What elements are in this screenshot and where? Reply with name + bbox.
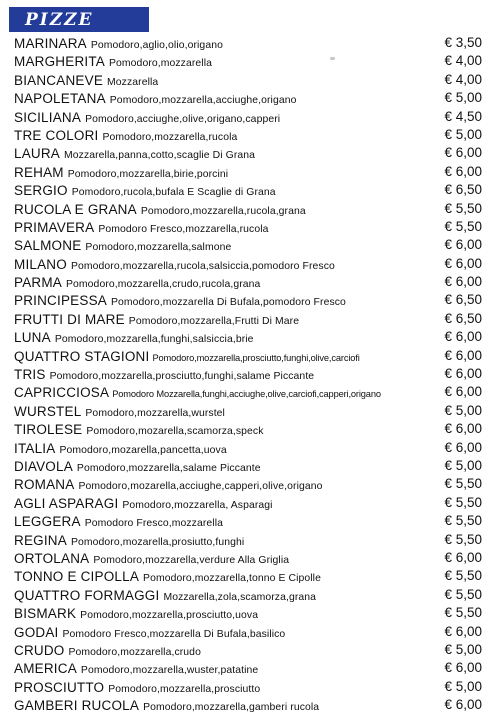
pizza-ingredients: Pomodoro,mozzarella,prosciutto,funghi,salame Piccante <box>49 371 315 383</box>
pizza-price: € 5,50 <box>442 512 482 530</box>
menu-item <box>14 402 486 420</box>
menu-item <box>14 604 486 622</box>
pizza-ingredients: Pomodoro,mozzarella,salame Piccante <box>76 462 261 474</box>
pizza-name: QUATTRO FORMAGGI <box>14 587 160 603</box>
menu-item <box>14 696 486 714</box>
pizza-price: € 6,00 <box>442 383 482 401</box>
menu-item <box>14 310 486 328</box>
pizza-name: TRE COLORI <box>14 127 99 143</box>
pizza-price: € 5,00 <box>442 89 482 107</box>
pizza-price: € 6,00 <box>442 623 482 641</box>
pizza-price: € 6,00 <box>442 255 482 273</box>
pizza-name: PROSCIUTTO <box>14 679 105 695</box>
pizza-name: RUCOLA E GRANA <box>14 201 137 217</box>
menu-item <box>14 236 486 254</box>
menu-item <box>14 512 486 530</box>
pizza-ingredients: Mozzarella <box>107 76 159 88</box>
pizza-name: ORTOLANA <box>14 550 90 566</box>
pizza-ingredients: Pomodoro,mozarella,prosiutto,funghi <box>70 536 245 548</box>
pizza-ingredients: Pomodoro,mozarella,scamorza,speck <box>86 426 264 438</box>
pizza-price: € 6,00 <box>442 696 482 714</box>
pizza-name: CRUDO <box>14 642 65 658</box>
menu-item <box>14 291 486 309</box>
pizza-name: GODAI <box>14 624 59 640</box>
pizza-name: PRINCIPESSA <box>14 293 107 309</box>
pizza-name: PARMA <box>14 275 63 291</box>
pizza-ingredients: Mozzarella,panna,cotto,scaglie Di Grana <box>64 150 256 162</box>
pizza-ingredients: Pomodoro,mozzarella,prosciutto <box>108 683 261 695</box>
pizza-price: € 6,00 <box>442 163 482 181</box>
pizza-name: WURSTEL <box>14 403 82 419</box>
pizza-ingredients: Pomodoro,mozzarella,rucola <box>102 131 238 143</box>
pizza-price: € 4,00 <box>442 71 482 89</box>
pizza-price: € 6,00 <box>442 328 482 346</box>
menu-item <box>14 439 486 457</box>
pizza-ingredients: Pomodoro,mozzarella, Asparagi <box>122 499 273 511</box>
pizza-ingredients: Pomodoro,mozzarella,Frutti Di Mare <box>128 315 300 327</box>
menu-item <box>14 623 486 641</box>
pizza-name: MILANO <box>14 256 67 272</box>
pizza-ingredients: Pomodoro,mozzarella,prosciutto,uova <box>80 610 259 622</box>
pizza-price: € 6,00 <box>442 549 482 567</box>
pizza-price: € 4,50 <box>442 108 482 126</box>
pizza-price: € 6,50 <box>442 291 482 309</box>
pizza-name: SERGIO <box>14 183 68 199</box>
menu-item <box>14 34 486 52</box>
menu-item <box>14 108 486 126</box>
menu-item <box>14 586 486 604</box>
pizza-price: € 6,00 <box>442 439 482 457</box>
menu-item <box>14 659 486 677</box>
pizza-ingredients: Pomodoro,mozzarella,birie,porcini <box>67 168 229 180</box>
pizza-price: € 5,50 <box>442 531 482 549</box>
pizza-price: € 6,00 <box>442 420 482 438</box>
pizza-ingredients: Pomodoro,mozzarella,verdure Alla Griglia <box>93 554 290 566</box>
pizza-ingredients: Pomodoro Mozzarella,funghi,acciughe,olive,carciofi,capperi,origano <box>112 389 381 400</box>
pizza-price: € 6,00 <box>442 347 482 365</box>
pizza-name: LUNA <box>14 330 51 346</box>
pizza-name: TRIS <box>14 367 46 383</box>
section-header <box>9 7 149 32</box>
menu-item <box>14 567 486 585</box>
pizza-price: € 4,00 <box>442 52 482 70</box>
pizza-name: MARGHERITA <box>14 54 106 70</box>
pizza-name: QUATTRO STAGIONI <box>14 348 150 364</box>
menu-item <box>14 328 486 346</box>
pizza-price: € 5,00 <box>442 457 482 475</box>
pizza-price: € 3,50 <box>442 34 482 52</box>
menu-item <box>14 494 486 512</box>
pizza-name: AGLI ASPARAGI <box>14 495 119 511</box>
pizza-menu-list <box>14 34 486 714</box>
pizza-ingredients: Mozzarella,zola,scamorza,grana <box>163 591 317 603</box>
menu-item <box>14 218 486 236</box>
pizza-price: € 5,50 <box>442 218 482 236</box>
pizza-name: SICILIANA <box>14 109 82 125</box>
menu-item <box>14 457 486 475</box>
pizza-price: € 5,50 <box>442 200 482 218</box>
menu-item <box>14 365 486 383</box>
pizza-price: € 5,00 <box>442 641 482 659</box>
pizza-name: CAPRICCIOSA <box>14 385 110 401</box>
pizza-price: € 5,50 <box>442 475 482 493</box>
pizza-ingredients: Pomodoro,mozarella,acciughe,capperi,olive,origano <box>78 481 323 493</box>
menu-item <box>14 531 486 549</box>
pizza-ingredients: Pomodoro,mozzarella,tonno E Cipolle <box>143 573 321 585</box>
menu-item <box>14 273 486 291</box>
pizza-ingredients: Pomodoro,mozzarella <box>109 58 212 70</box>
pizza-ingredients: Pomodoro,mozarella,pancetta,uova <box>59 444 227 456</box>
menu-item <box>14 420 486 438</box>
menu-item <box>14 641 486 659</box>
pizza-ingredients: Pomodoro,mozzarella,rucola,grana <box>140 205 306 217</box>
pizza-ingredients: Pomodoro,mozzarella,funghi,salsiccia,brie <box>54 334 254 346</box>
pizza-price: € 5,50 <box>442 586 482 604</box>
pizza-ingredients: Pomodoro,mozzarella,salmone <box>85 242 232 254</box>
menu-item <box>14 126 486 144</box>
menu-item <box>14 255 486 273</box>
section-title: PIZZE <box>25 10 94 30</box>
pizza-price: € 6,00 <box>442 365 482 383</box>
menu-item <box>14 347 486 365</box>
pizza-ingredients: Pomodoro,mozzarella,gamberi rucola <box>143 702 320 714</box>
pizza-ingredients: Pomodoro,mozzarella,rucola,salsiccia,pomodoro Fresco <box>70 260 335 272</box>
pizza-price: € 6,00 <box>442 144 482 162</box>
pizza-name: ROMANA <box>14 477 75 493</box>
pizza-ingredients: Pomodoro,mozzarella,crudo,rucola,grana <box>66 279 261 291</box>
pizza-name: TIROLESE <box>14 422 83 438</box>
pizza-price: € 6,50 <box>442 181 482 199</box>
pizza-name: GAMBERI RUCOLA <box>14 698 140 714</box>
pizza-price: € 5,00 <box>442 678 482 696</box>
pizza-price: € 6,00 <box>442 236 482 254</box>
menu-item <box>14 144 486 162</box>
pizza-price: € 5,50 <box>442 604 482 622</box>
pizza-name: BISMARK <box>14 606 77 622</box>
pizza-price: € 6,00 <box>442 659 482 677</box>
pizza-name: BIANCANEVE <box>14 72 104 88</box>
pizza-name: DIAVOLA <box>14 458 73 474</box>
menu-item <box>14 678 486 696</box>
pizza-name: LAURA <box>14 146 61 162</box>
pizza-name: FRUTTI DI MARE <box>14 311 125 327</box>
pizza-name: REHAM <box>14 164 64 180</box>
pizza-ingredients: Pomodoro,mozzarella,prosciutto,funghi,olive,carciofi <box>152 352 360 363</box>
pizza-name: LEGGERA <box>14 514 81 530</box>
pizza-ingredients: Pomodoro,rucola,bufala E Scaglie di Grana <box>71 187 276 199</box>
pizza-ingredients: Pomodoro,acciughe,olive,origano,capperi <box>85 113 281 125</box>
pizza-ingredients: Pomodoro,mozzarella,wurstel <box>85 407 225 419</box>
pizza-name: ITALIA <box>14 440 56 456</box>
pizza-ingredients: Pomodoro,mozzarella,acciughe,origano <box>109 95 297 107</box>
pizza-name: TONNO E CIPOLLA <box>14 569 140 585</box>
pizza-name: NAPOLETANA <box>14 91 106 107</box>
menu-item <box>14 71 486 89</box>
pizza-price: € 5,00 <box>442 402 482 420</box>
menu-item <box>14 200 486 218</box>
pizza-name: MARINARA <box>14 36 87 51</box>
pizza-ingredients: Pomodoro Fresco,mozzarella Di Bufala,basilico <box>62 628 286 640</box>
pizza-ingredients: Pomodoro,mozzarella Di Bufala,pomodoro Fresco <box>110 297 346 309</box>
pizza-name: REGINA <box>14 532 67 548</box>
pizza-price: € 5,00 <box>442 126 482 144</box>
menu-item <box>14 549 486 567</box>
pizza-name: AMERICA <box>14 661 77 677</box>
pizza-name: SALMONE <box>14 238 82 254</box>
menu-item <box>14 383 486 401</box>
pizza-price: € 5,50 <box>442 494 482 512</box>
pizza-price: € 5,50 <box>442 567 482 585</box>
pizza-ingredients: Pomodoro,aglio,olio,origano <box>90 40 223 51</box>
menu-item <box>14 52 486 70</box>
menu-item <box>14 475 486 493</box>
pizza-price: € 6,00 <box>442 273 482 291</box>
menu-item <box>14 163 486 181</box>
pizza-ingredients: Pomodoro,mozzarella,crudo <box>68 646 201 658</box>
pizza-ingredients: Pomodoro Fresco,mozzarella <box>84 518 223 530</box>
pizza-ingredients: Pomodoro Fresco,mozzarella,rucola <box>98 223 269 235</box>
pizza-ingredients: Pomodoro,mozzarella,wuster,patatine <box>80 665 259 677</box>
pizza-price: € 6,50 <box>442 310 482 328</box>
pizza-name: PRIMAVERA <box>14 219 95 235</box>
menu-item <box>14 89 486 107</box>
menu-item <box>14 181 486 199</box>
